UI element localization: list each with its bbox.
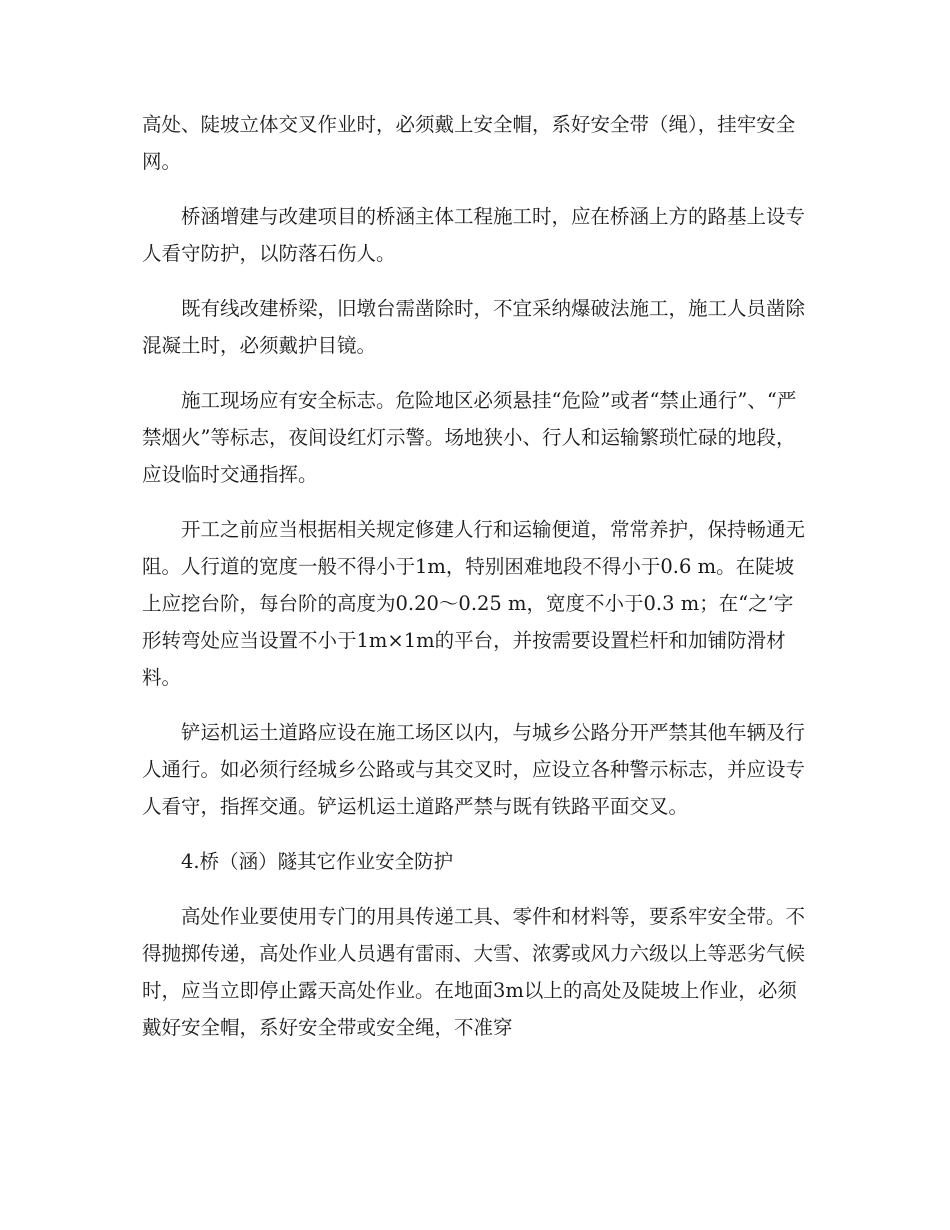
document-body <box>142 106 812 1064</box>
paragraph-6: 铲运机运土道路应设在施工场区以内，与城乡公路分开严禁其他车辆及行人通行。如必须行经城乡公路或与其交叉时，应设立各种警示标志，并应设专人看守，指挥交通。铲运机运土道路严禁与既有铁路平面交叉。 <box>142 721 806 818</box>
paragraph-5: 开工之前应当根据相关规定修建人行和运输便道，常常养护，保持畅通无阻。人行道的宽度一般不得小于1m，特别困难地段不得小于0.6 m。在陡坡上应挖台阶，每台阶的高度为0.20～0.25 m，宽度不小于0.3 m；在“之’字形转弯处应当设置不小于1m×1m的平台，并按需要设置栏杆和加铺防滑材料。 <box>142 518 806 689</box>
paragraph-4: 施工现场应有安全标志。危险地区必须悬挂“危险”或者“禁止通行”、“严禁烟火”等标志，夜间设红灯示警。场地狭小、行人和运输繁琐忙碌的地段，应设临时交通指挥。 <box>142 389 797 486</box>
section-heading: 4.桥（涵）隧其它作业安全防护 <box>181 850 454 873</box>
paragraph-1: 高处、陡坡立体交叉作业时，必须戴上安全帽，系好安全带（绳），挂牢安全网。 <box>142 113 796 173</box>
paragraph-2: 桥涵增建与改建项目的桥涵主体工程施工时，应在桥涵上方的路基上设专人看守防护，以防落石伤人。 <box>142 205 806 265</box>
paragraph-3: 既有线改建桥梁，旧墩台需凿除时，不宜采纳爆破法施工，施工人员凿除混凝土时，必须戴护目镜。 <box>142 297 806 357</box>
paragraph-7: 高处作业要使用专门的用具传递工具、零件和材料等，要系牢安全带。不得抛掷传递，高处作业人员遇有雷雨、大雪、浓雾或风力六级以上等恶劣气候时，应当立即停止露天高处作业。在地面3m以上的高处及陡坡上作业，必须戴好安全帽，系好安全带或安全绳，不准穿 <box>142 905 806 1039</box>
